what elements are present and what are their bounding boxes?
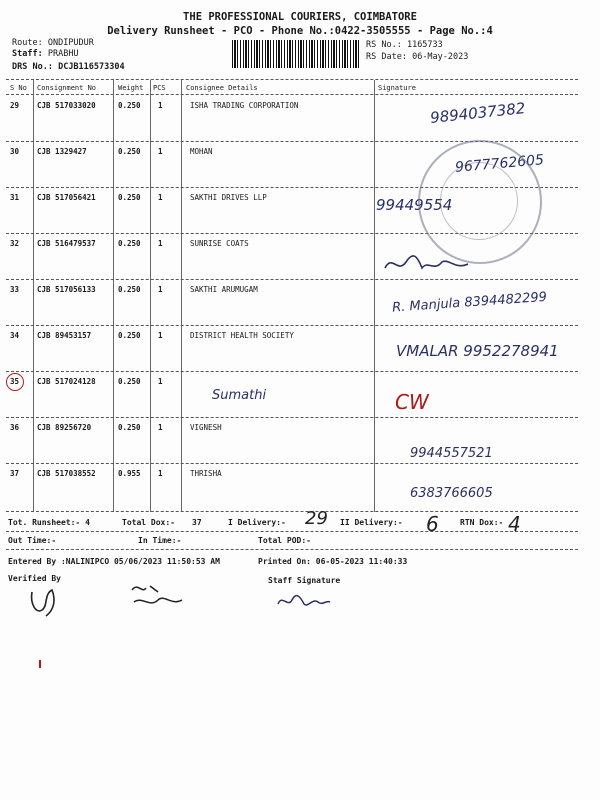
- row-consignment: CJB 89453157: [37, 331, 92, 340]
- row-weight: 0.250: [118, 193, 141, 202]
- i-delivery-value: 29: [305, 508, 328, 529]
- row-sno: 35: [10, 377, 20, 386]
- row-pcs: 1: [158, 101, 163, 110]
- row-weight: 0.250: [118, 423, 141, 432]
- col-sno: S No: [10, 84, 27, 92]
- in-time: In Time:-: [138, 536, 182, 545]
- row-consignment: CJB 1329427: [37, 147, 87, 156]
- row-signature: VMALAR 9952278941: [396, 342, 559, 360]
- rtn-dox-value: 4: [508, 512, 521, 536]
- row-sno: 33: [10, 285, 20, 294]
- row-signature: 9677762605: [454, 152, 545, 176]
- row-consignee: MOHAN: [190, 147, 213, 156]
- col-consignee: Consignee Details: [186, 84, 258, 92]
- ii-delivery-label: II Delivery:-: [340, 518, 403, 527]
- row-signature: 6383766605: [410, 486, 493, 501]
- row-pcs: 1: [158, 423, 163, 432]
- ii-delivery-value: 6: [426, 512, 439, 536]
- staff-label: Staff:: [12, 49, 43, 59]
- verified-signature: [26, 586, 66, 620]
- row-rule: [6, 279, 578, 280]
- col-weight: Weight: [118, 84, 144, 92]
- row-sno: 37: [10, 469, 20, 478]
- col-pcs: PCS: [153, 84, 166, 92]
- row-pcs: 1: [158, 239, 163, 248]
- staff-line: [12, 49, 79, 59]
- rs-date-value: 06-May-2023: [412, 52, 469, 62]
- drs-line: [12, 62, 125, 72]
- entered-by: Entered By :NALINIPCO 05/06/2023 11:50:53 AM: [8, 557, 220, 566]
- rs-no-line: [366, 40, 443, 50]
- row-consignee: THRISHA: [190, 469, 222, 478]
- row-consignment: CJB 517033020: [37, 101, 96, 110]
- row-weight: 0.250: [118, 331, 141, 340]
- drs-value: DCJB116573304: [58, 62, 125, 72]
- runsheet-subtitle: Delivery Runsheet - PCO - Phone No.:0422-3505555 - Page No.:4: [107, 25, 493, 37]
- row-consignment: CJB 517038552: [37, 469, 96, 478]
- row-consignment: CJB 517024128: [37, 377, 96, 386]
- staff-value: PRABHU: [47, 49, 79, 59]
- row-signature: R. Manjula 8394482299: [391, 289, 548, 316]
- summary-rule: [6, 531, 578, 532]
- i-delivery-label: I Delivery:-: [228, 518, 286, 527]
- out-time: Out Time:-: [8, 536, 57, 545]
- rs-no-label: RS No.:: [366, 40, 402, 50]
- col-signature: Signature: [378, 84, 416, 92]
- row-consignee: ISHA TRADING CORPORATION: [190, 101, 299, 110]
- row-weight: 0.250: [118, 101, 141, 110]
- route-label: Route:: [12, 38, 43, 48]
- initials-signature: [128, 580, 186, 614]
- delivery-stamp-inner: [440, 162, 518, 240]
- row-sno: 32: [10, 239, 20, 248]
- col-consignment: Consignment No: [37, 84, 97, 92]
- route-line: [12, 38, 94, 48]
- row-signature: CW: [395, 390, 429, 414]
- total-dox-value: 37: [192, 518, 202, 527]
- row-consignee: SUNRISE COATS: [190, 239, 249, 248]
- summary-rule: [6, 549, 578, 550]
- rs-date-line: [366, 52, 468, 62]
- table-header-rule: [6, 94, 578, 95]
- row-weight: 0.250: [118, 239, 141, 248]
- row-pcs: 1: [158, 147, 163, 156]
- total-dox-label: Total Dox:-: [122, 518, 175, 527]
- col-divider: [33, 80, 34, 512]
- row-weight: 0.250: [118, 285, 141, 294]
- row-consignment: CJB 516479537: [37, 239, 96, 248]
- ink-mark: [39, 660, 41, 668]
- row-sno: 30: [10, 147, 20, 156]
- row-sno: 36: [10, 423, 20, 432]
- row-signature: 99449554: [376, 196, 453, 214]
- rs-date-label: RS Date:: [366, 52, 407, 62]
- col-divider: [374, 80, 375, 512]
- row-signature: 9894037382: [429, 99, 527, 127]
- row-pcs: 1: [158, 193, 163, 202]
- route-value: ONDIPUDUR: [47, 38, 94, 48]
- row-consignment: CJB 89256720: [37, 423, 92, 432]
- row-rule: [6, 325, 578, 326]
- row-rule: [6, 371, 578, 372]
- row-consignment: CJB 517056133: [37, 285, 96, 294]
- row-consignee: SAKTHI DRIVES LLP: [190, 193, 267, 202]
- row-consignment: CJB 517056421: [37, 193, 96, 202]
- row-signature: 9944557521: [410, 446, 493, 461]
- row-sno: 29: [10, 101, 20, 110]
- total-pod: Total POD:-: [258, 536, 311, 545]
- col-divider: [181, 80, 182, 512]
- rs-no-value: 1165733: [406, 40, 443, 50]
- tot-runsheet: Tot. Runsheet:- 4: [8, 518, 90, 527]
- row-consignee: VIGNESH: [190, 423, 222, 432]
- verified-by: Verified By: [8, 574, 61, 583]
- drs-label: DRS No.:: [12, 62, 53, 72]
- row-weight: 0.955: [118, 469, 141, 478]
- row-rule: [6, 417, 578, 418]
- printed-on: Printed On: 06-05-2023 11:40:33: [258, 557, 408, 566]
- staff-signature-label: Staff Signature: [268, 576, 341, 585]
- col-divider: [113, 80, 114, 512]
- row-pcs: 1: [158, 331, 163, 340]
- row-sno: 31: [10, 193, 20, 202]
- row-pcs: 1: [158, 469, 163, 478]
- row-rule: [6, 463, 578, 464]
- row-weight: 0.250: [118, 147, 141, 156]
- row-weight: 0.250: [118, 377, 141, 386]
- row-consignee: SAKTHI ARUMUGAM: [190, 285, 258, 294]
- row-sno: 34: [10, 331, 20, 340]
- row-handwritten-name: Sumathi: [212, 388, 267, 403]
- row-pcs: 1: [158, 377, 163, 386]
- col-divider: [150, 80, 151, 512]
- company-title: THE PROFESSIONAL COURIERS, COIMBATORE: [183, 11, 417, 23]
- barcode: [232, 40, 360, 68]
- rtn-dox-label: RTN Dox:-: [460, 518, 504, 527]
- row-rule: [6, 511, 578, 512]
- table-top-rule: [6, 79, 578, 80]
- row-pcs: 1: [158, 285, 163, 294]
- staff-signature: [274, 590, 334, 612]
- row-consignee: DISTRICT HEALTH SOCIETY: [190, 331, 294, 340]
